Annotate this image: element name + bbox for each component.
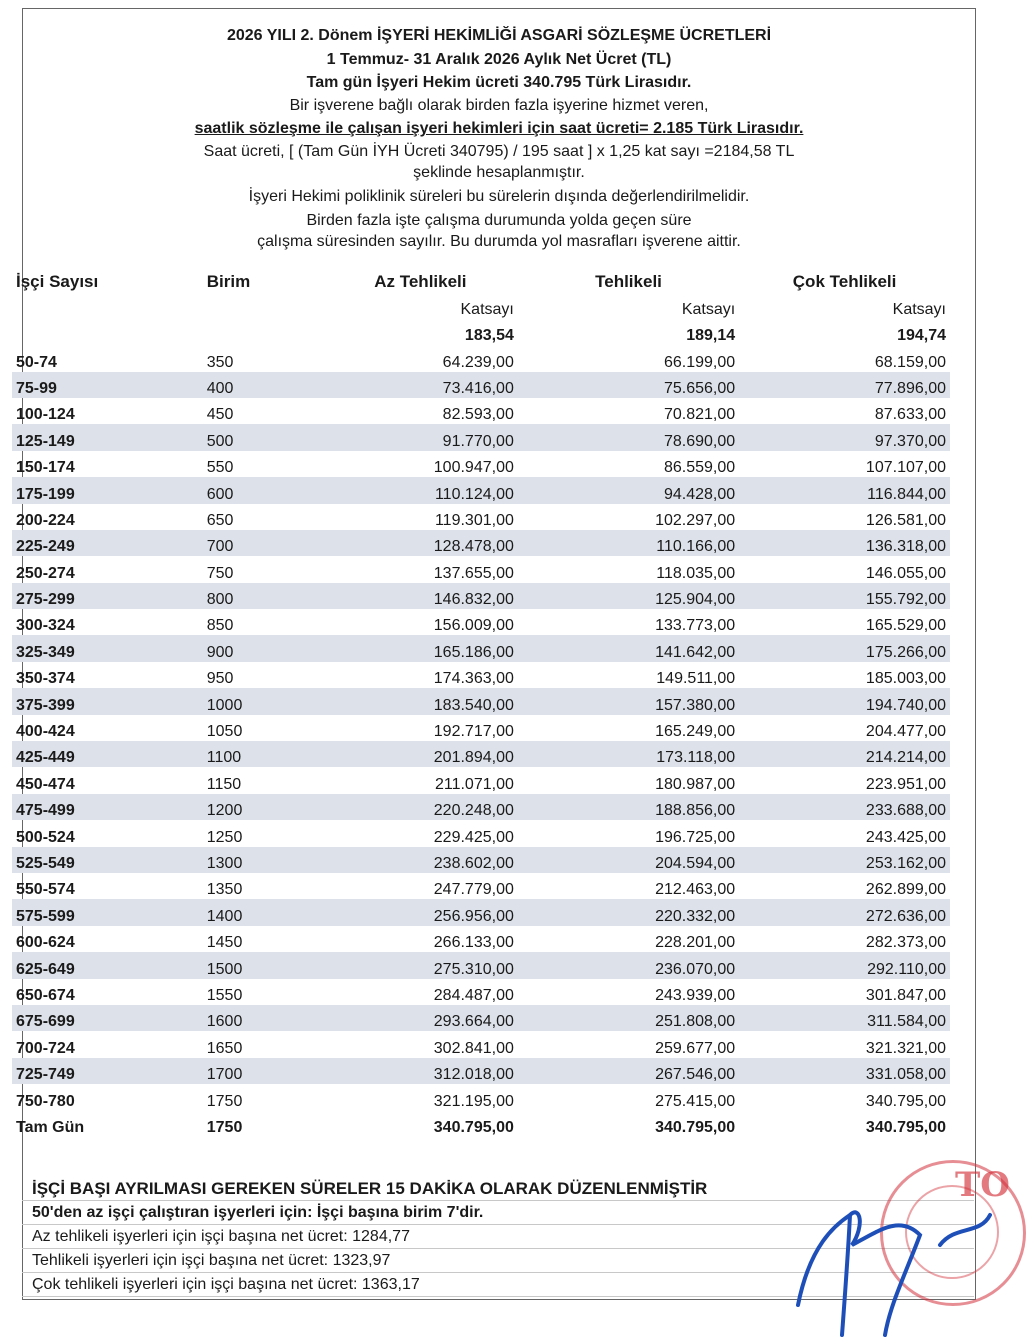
fee-high-cell: 155.792,00	[739, 583, 950, 609]
fee-high-cell: 223.951,00	[865, 775, 946, 793]
table-row	[12, 530, 950, 556]
fee-low-cell: 247.779,00	[433, 881, 514, 899]
table-row	[12, 741, 950, 767]
header-fullday-fee: Tam gün İşyeri Hekim ücreti 340.795 Türk Lirasıdır.	[306, 74, 692, 91]
fee-low-cell: 293.664,00	[323, 1005, 518, 1031]
unit-cell: 1750	[206, 1092, 243, 1110]
coefficient-low: 183,54	[464, 327, 514, 345]
unit-cell: 1300	[203, 847, 323, 873]
fee-low-cell: 302.841,00	[433, 1039, 514, 1057]
fee-low-cell: 119.301,00	[434, 511, 514, 529]
table-row	[12, 609, 950, 635]
fee-mid-cell: 275.415,00	[655, 1092, 736, 1110]
fee-low-cell: 100.947,00	[433, 459, 514, 477]
table-total-row	[12, 1111, 950, 1137]
worker-range-cell: 275-299	[12, 583, 203, 609]
table-header-row	[12, 266, 950, 292]
fee-high-cell: 97.370,00	[739, 424, 950, 450]
fee-low-cell: 128.478,00	[323, 530, 518, 556]
fee-high-cell: 146.055,00	[865, 564, 946, 582]
fee-high-cell: 282.373,00	[865, 934, 946, 952]
signature	[790, 1185, 997, 1339]
fee-mid-cell: 70.821,00	[663, 406, 736, 424]
worker-range-cell: 200-224	[16, 511, 75, 529]
fee-low-cell: 256.956,00	[323, 899, 518, 925]
table-row	[12, 952, 950, 978]
col-hazard: Tehlikeli	[595, 272, 662, 292]
worker-range-cell: 450-474	[16, 775, 75, 793]
fee-mid-cell: 267.546,00	[518, 1058, 739, 1084]
worker-range-cell: 325-349	[12, 635, 203, 661]
worker-range-cell: 375-399	[12, 688, 203, 714]
fee-low-cell: 165.186,00	[323, 635, 518, 661]
worker-range-cell: 350-374	[16, 670, 75, 688]
table-row	[12, 847, 950, 873]
table-row	[12, 556, 950, 582]
worker-range-cell: 700-724	[16, 1039, 75, 1057]
fee-mid-cell: 110.166,00	[518, 530, 739, 556]
header-travel-note-2: çalışma süresinden sayılır. Bu durumda yol masrafları işverene aittir.	[257, 233, 741, 250]
worker-range-cell: 550-574	[16, 881, 75, 899]
table-coefficient-row	[12, 319, 950, 345]
unit-cell: 1250	[206, 828, 243, 846]
unit-cell: 750	[206, 564, 234, 582]
fee-high-cell: 126.581,00	[865, 511, 946, 529]
fee-high-cell: 194.740,00	[739, 688, 950, 714]
fee-mid-cell: 180.987,00	[655, 775, 736, 793]
header-period: 1 Temmuz- 31 Aralık 2026 Aylık Net Ücret (TL)	[326, 51, 672, 68]
fee-low-cell: 110.124,00	[323, 477, 518, 503]
worker-range-cell: 475-499	[12, 794, 203, 820]
unit-cell: 1400	[203, 899, 323, 925]
fee-mid-cell: 133.773,00	[655, 617, 736, 635]
table-row	[12, 899, 950, 925]
fee-high-cell: 331.058,00	[739, 1058, 950, 1084]
header-note: Bir işverene bağlı olarak birden fazla işyerine hizmet veren,	[289, 97, 709, 114]
unit-cell: 1200	[203, 794, 323, 820]
header-hourly-fee: saatlik sözleşme ile çalışan işyeri hekimleri için saat ücreti= 2.185 Türk Lirasıdır.	[194, 120, 804, 137]
total-unit: 1750	[206, 1118, 243, 1136]
unit-cell: 550	[206, 459, 234, 477]
col-unit: Birim	[206, 272, 251, 292]
fee-mid-cell: 196.725,00	[655, 828, 736, 846]
fee-high-cell: 301.847,00	[865, 986, 946, 1004]
table-row	[12, 767, 950, 793]
coefficient-mid: 189,14	[686, 327, 736, 345]
total-label: Tam Gün	[16, 1118, 85, 1136]
table-row	[12, 794, 950, 820]
fee-low-cell: 266.133,00	[433, 934, 514, 952]
col-high-hazard: Çok Tehlikeli	[792, 272, 897, 292]
coefficient-high: 194,74	[897, 327, 946, 345]
worker-range-cell: 225-249	[12, 530, 203, 556]
table-row	[12, 820, 950, 846]
table-row	[12, 372, 950, 398]
fee-low-cell: 64.239,00	[442, 353, 514, 371]
header-formula: Saat ücreti, [ (Tam Gün İYH Ücreti 340795) / 195 saat ] x 1,25 kat sayı =2184,58 TL	[203, 143, 795, 160]
unit-cell: 900	[203, 635, 323, 661]
table-row	[12, 662, 950, 688]
fee-low-cell: 275.310,00	[323, 952, 518, 978]
fee-low-cell: 174.363,00	[433, 670, 514, 688]
fee-mid-cell: 125.904,00	[518, 583, 739, 609]
fee-high-cell: 116.844,00	[739, 477, 950, 503]
katsayi-label-high: Katsayı	[892, 300, 946, 318]
fee-high-cell: 243.425,00	[865, 828, 946, 846]
table-row	[12, 1031, 950, 1057]
unit-cell: 1550	[206, 986, 243, 1004]
stamp-lettering: TO	[955, 1165, 1010, 1205]
fee-high-cell: 214.214,00	[739, 741, 950, 767]
fee-mid-cell: 157.380,00	[518, 688, 739, 714]
header-travel-note-1: Birden fazla işte çalışma durumunda yolda geçen süre	[306, 212, 692, 229]
fee-low-cell: 156.009,00	[433, 617, 514, 635]
header-title: 2026 YILI 2. Dönem İŞYERİ HEKİMLİĞİ ASGARİ SÖZLEŞME ÜCRETLERİ	[226, 27, 772, 44]
footer-heading: İŞÇİ BAŞI AYRILMASI GEREKEN SÜRELER 15 DAKİKA OLARAK DÜZENLENMİŞTİR	[22, 1177, 974, 1201]
fee-high-cell: 107.107,00	[865, 459, 946, 477]
table-row	[12, 635, 950, 661]
fee-table	[12, 266, 950, 1137]
unit-cell: 1500	[203, 952, 323, 978]
worker-range-cell: 525-549	[12, 847, 203, 873]
fee-mid-cell: 220.332,00	[518, 899, 739, 925]
footer-low-hazard-fee: Az tehlikeli işyerleri için işçi başına net ücret: 1284,77	[22, 1225, 974, 1249]
fee-high-cell: 77.896,00	[739, 372, 950, 398]
worker-range-cell: 150-174	[16, 459, 75, 477]
unit-cell: 600	[203, 477, 323, 503]
fee-low-cell: 183.540,00	[323, 688, 518, 714]
unit-cell: 1050	[206, 723, 243, 741]
worker-range-cell: 500-524	[16, 828, 75, 846]
fee-low-cell: 91.770,00	[323, 424, 518, 450]
fee-low-cell: 82.593,00	[442, 406, 514, 424]
fee-low-cell: 220.248,00	[323, 794, 518, 820]
unit-cell: 650	[206, 511, 234, 529]
unit-cell: 800	[203, 583, 323, 609]
fee-mid-cell: 149.511,00	[656, 670, 736, 688]
unit-cell: 450	[206, 406, 234, 424]
worker-range-cell: 575-599	[12, 899, 203, 925]
fee-low-cell: 312.018,00	[323, 1058, 518, 1084]
unit-cell: 1650	[206, 1039, 243, 1057]
worker-range-cell: 625-649	[12, 952, 203, 978]
table-row	[12, 715, 950, 741]
unit-cell: 950	[206, 670, 234, 688]
col-worker-count: İşçi Sayısı	[16, 272, 99, 292]
fee-mid-cell: 102.297,00	[655, 511, 736, 529]
fee-mid-cell: 78.690,00	[518, 424, 739, 450]
unit-cell: 1450	[206, 934, 243, 952]
fee-low-cell: 137.655,00	[433, 564, 514, 582]
fee-high-cell: 262.899,00	[865, 881, 946, 899]
unit-cell: 1700	[203, 1058, 323, 1084]
worker-range-cell: 600-624	[16, 934, 75, 952]
fee-mid-cell: 173.118,00	[518, 741, 739, 767]
worker-range-cell: 750-780	[16, 1092, 75, 1110]
fee-high-cell: 87.633,00	[874, 406, 946, 424]
table-row	[12, 398, 950, 424]
unit-cell: 1000	[203, 688, 323, 714]
fee-low-cell: 229.425,00	[433, 828, 514, 846]
table-row	[12, 583, 950, 609]
footer-subheading: 50'den az işçi çalıştıran işyerleri için: İşçi başına birim 7'dir.	[22, 1201, 974, 1225]
table-row	[12, 504, 950, 530]
worker-range-cell: 50-74	[16, 353, 57, 371]
unit-cell: 1150	[206, 775, 242, 793]
fee-mid-cell: 118.035,00	[656, 564, 736, 582]
table-row	[12, 926, 950, 952]
table-row	[12, 424, 950, 450]
fee-mid-cell: 236.070,00	[518, 952, 739, 978]
katsayi-label-low: Katsayı	[460, 300, 514, 318]
total-mid: 340.795,00	[655, 1118, 736, 1136]
table-row	[12, 1058, 950, 1084]
fee-high-cell: 311.584,00	[739, 1005, 950, 1031]
fee-high-cell: 253.162,00	[739, 847, 950, 873]
worker-range-cell: 400-424	[16, 723, 75, 741]
fee-high-cell: 136.318,00	[739, 530, 950, 556]
fee-mid-cell: 204.594,00	[518, 847, 739, 873]
fee-low-cell: 146.832,00	[323, 583, 518, 609]
fee-high-cell: 321.321,00	[865, 1039, 946, 1057]
fee-low-cell: 284.487,00	[433, 986, 514, 1004]
fee-high-cell: 272.636,00	[739, 899, 950, 925]
fee-mid-cell: 94.428,00	[518, 477, 739, 503]
fee-high-cell: 165.529,00	[865, 617, 946, 635]
table-row	[12, 345, 950, 371]
table-katsayi-row	[12, 292, 950, 318]
fee-mid-cell: 228.201,00	[655, 934, 736, 952]
table-row	[12, 1084, 950, 1110]
footer-hazard-fee: Tehlikeli işyerleri için işçi başına net ücret: 1323,97	[22, 1249, 974, 1273]
worker-range-cell: 250-274	[16, 564, 75, 582]
worker-range-cell: 175-199	[12, 477, 203, 503]
fee-mid-cell: 188.856,00	[518, 794, 739, 820]
fee-mid-cell: 259.677,00	[655, 1039, 736, 1057]
fee-high-cell: 175.266,00	[739, 635, 950, 661]
table-row	[12, 1005, 950, 1031]
worker-range-cell: 425-449	[12, 741, 203, 767]
fee-mid-cell: 251.808,00	[518, 1005, 739, 1031]
fee-low-cell: 238.602,00	[323, 847, 518, 873]
header-clinic-note: İşyeri Hekimi poliklinik süreleri bu sürelerin dışında değerlendirilmelidir.	[248, 188, 750, 205]
fee-mid-cell: 86.559,00	[663, 459, 736, 477]
unit-cell: 850	[206, 617, 234, 635]
worker-range-cell: 650-674	[16, 986, 75, 1004]
table-row	[12, 451, 950, 477]
table-row	[12, 688, 950, 714]
fee-mid-cell: 75.656,00	[518, 372, 739, 398]
unit-cell: 350	[206, 353, 234, 371]
fee-high-cell: 185.003,00	[865, 670, 946, 688]
unit-cell: 1100	[203, 741, 323, 767]
fee-mid-cell: 165.249,00	[655, 723, 736, 741]
fee-high-cell: 204.477,00	[865, 723, 946, 741]
fee-high-cell: 340.795,00	[865, 1092, 946, 1110]
worker-range-cell: 300-324	[16, 617, 75, 635]
fee-low-cell: 201.894,00	[323, 741, 518, 767]
fee-high-cell: 68.159,00	[874, 353, 946, 371]
fee-low-cell: 73.416,00	[323, 372, 518, 398]
fee-mid-cell: 141.642,00	[518, 635, 739, 661]
header-formula-note: şeklinde hesaplanmıştır.	[413, 164, 585, 181]
unit-cell: 700	[203, 530, 323, 556]
fee-high-cell: 292.110,00	[739, 952, 950, 978]
fee-mid-cell: 66.199,00	[663, 353, 736, 371]
worker-range-cell: 75-99	[12, 372, 203, 398]
fee-low-cell: 192.717,00	[433, 723, 514, 741]
unit-cell: 400	[203, 372, 323, 398]
worker-range-cell: 100-124	[16, 406, 75, 424]
fee-mid-cell: 243.939,00	[655, 986, 736, 1004]
fee-high-cell: 233.688,00	[739, 794, 950, 820]
footer-high-hazard-fee: Çok tehlikeli işyerleri için işçi başına net ücret: 1363,17	[22, 1273, 974, 1297]
total-low: 340.795,00	[433, 1118, 514, 1136]
worker-range-cell: 125-149	[12, 424, 203, 450]
worker-range-cell: 725-749	[12, 1058, 203, 1084]
table-row	[12, 873, 950, 899]
table-row	[12, 979, 950, 1005]
total-high: 340.795,00	[865, 1118, 946, 1136]
table-row	[12, 477, 950, 503]
fee-mid-cell: 212.463,00	[655, 881, 736, 899]
fee-low-cell: 321.195,00	[433, 1092, 514, 1110]
katsayi-label-mid: Katsayı	[681, 300, 736, 318]
unit-cell: 1350	[206, 881, 243, 899]
unit-cell: 500	[203, 424, 323, 450]
col-low-hazard: Az Tehlikeli	[374, 272, 467, 292]
unit-cell: 1600	[203, 1005, 323, 1031]
worker-range-cell: 675-699	[12, 1005, 203, 1031]
fee-low-cell: 211.071,00	[434, 775, 514, 793]
